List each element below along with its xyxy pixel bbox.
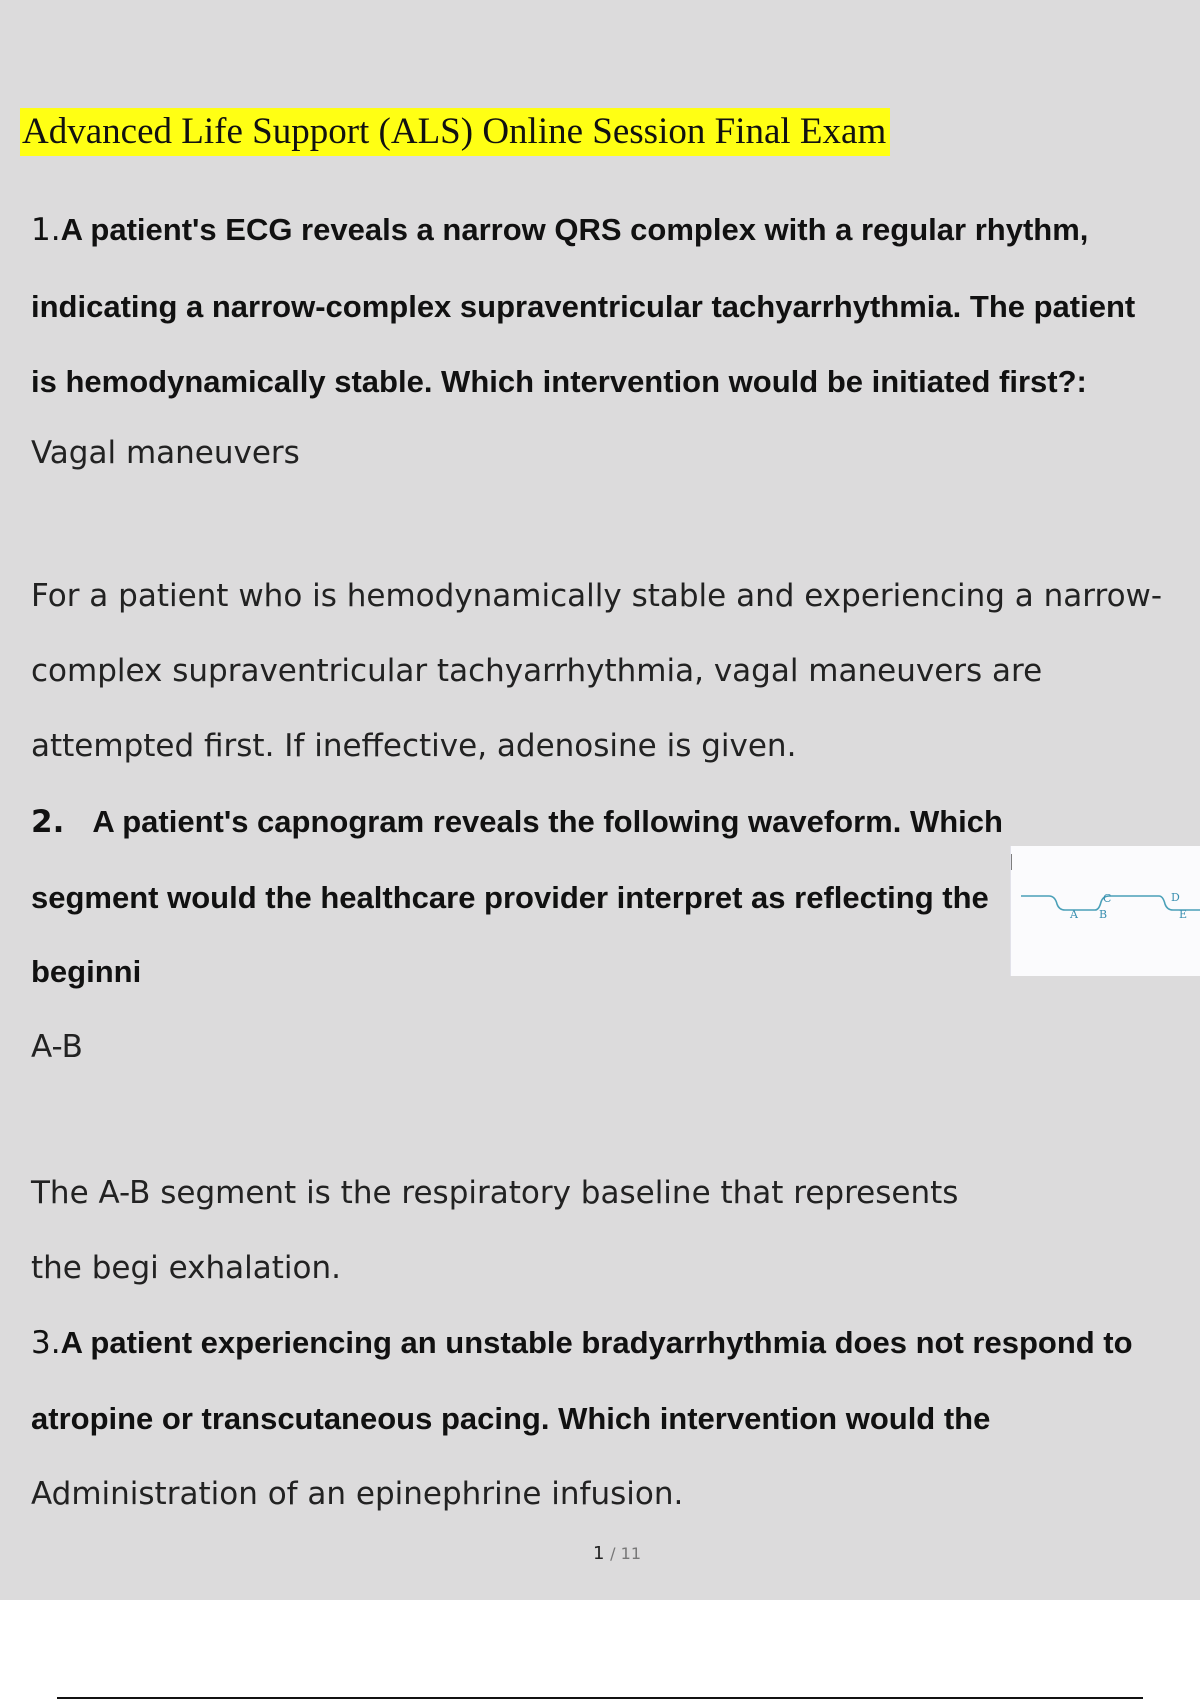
question-1-line-3: is hemodynamically stable. Which intervention would be initiated first?: (31, 364, 1087, 399)
question-2-text-1: A patient's capnogram reveals the following waveform. Which (92, 804, 1003, 839)
question-1-number: 1. (31, 212, 61, 248)
question-1-line-1 (31, 210, 1088, 250)
question-2-answer: A-B (31, 1029, 83, 1065)
total-pages: / 11 (610, 1544, 642, 1563)
waveform-label-d: D (1171, 891, 1180, 904)
question-3-answer: Administration of an epinephrine infusion. (31, 1476, 684, 1512)
document-title: Advanced Life Support (ALS) Online Session Final Exam (20, 108, 890, 156)
current-page: 1 (592, 1543, 605, 1564)
question-2-line-3: beginni (31, 954, 142, 989)
question-3-line-2: atropine or transcutaneous pacing. Which intervention would the (31, 1401, 991, 1436)
waveform-label-c: C (1103, 892, 1112, 905)
question-1-explanation-2: complex supraventricular tachyarrhythmia, vagal maneuvers are (31, 653, 1043, 689)
question-3-line-3 (31, 1474, 683, 1514)
page-indicator (0, 1543, 1200, 1564)
capnogram-waveform-image (1010, 846, 1200, 976)
question-2-line-2: segment would the healthcare provider interpret as reflecting the (31, 880, 989, 915)
question-3-text-1: A patient experiencing an unstable bradyarrhythmia does not respond to (60, 1325, 1133, 1360)
waveform-label-a: A (1070, 908, 1078, 921)
question-3-line-1 (31, 1323, 1133, 1363)
question-1-explanation-3: attempted first. If ineffective, adenosine is given. (31, 728, 797, 764)
question-1-explanation-1: For a patient who is hemodynamically stable and experiencing a narrow- (31, 578, 1163, 614)
question-1-text-1: A patient's ECG reveals a narrow QRS complex with a regular rhythm, (60, 212, 1089, 247)
question-2-number: 2. (31, 804, 65, 840)
question-2-line-4 (31, 1027, 83, 1067)
question-2-explanation-2: the begi exhalation. (31, 1250, 341, 1286)
footer-divider (57, 1697, 1143, 1699)
question-1-line-2: indicating a narrow-complex supraventricular tachyarrhythmia. The patient (31, 289, 1136, 324)
question-1-answer: Vagal maneuvers (31, 435, 300, 471)
waveform-label-e: E (1179, 908, 1188, 921)
waveform-label-b: B (1099, 908, 1108, 921)
question-3-number: 3. (31, 1325, 61, 1361)
question-2-explanation-1: The A-B segment is the respiratory baseline that represents (31, 1175, 959, 1211)
question-2-line-1 (31, 802, 1003, 842)
